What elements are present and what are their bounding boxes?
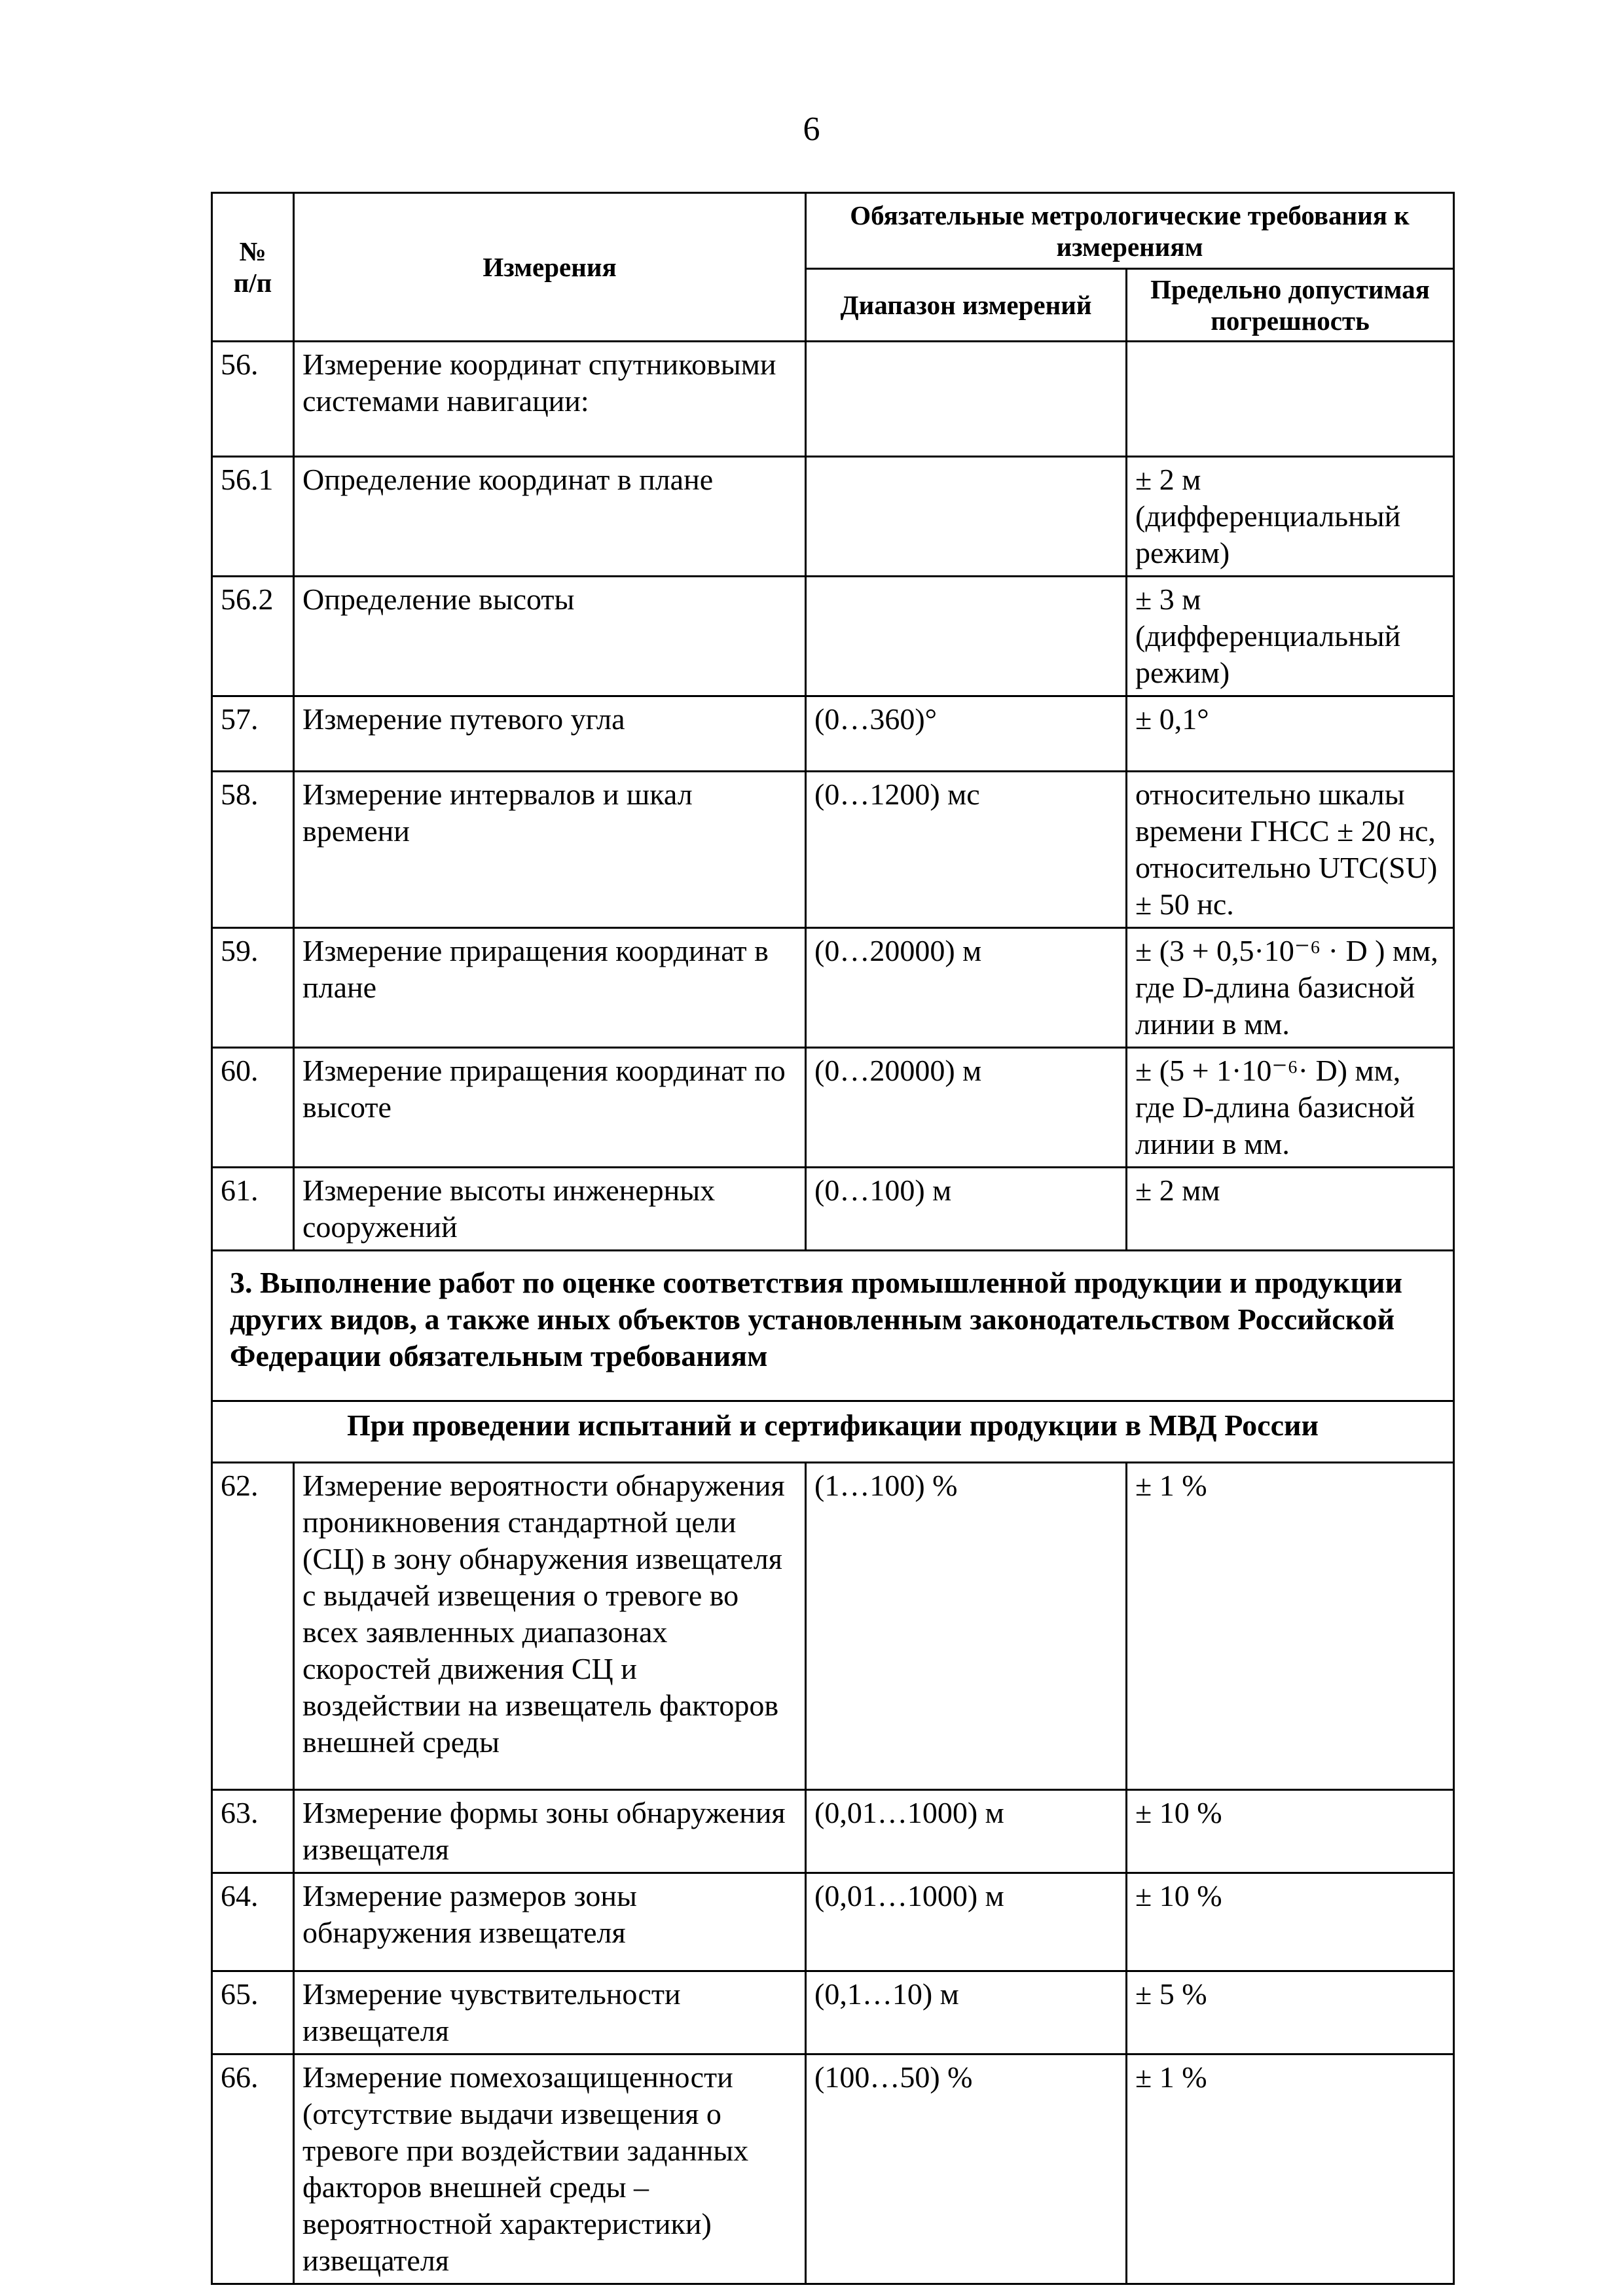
table-row (212, 772, 1454, 928)
range-cell: (0…20000) м (806, 928, 1127, 1048)
row-number: 59. (212, 928, 294, 1048)
error-cell: ± (5 + 1·10⁻⁶· D) мм, где D-длина базисной линии в мм. (1127, 1048, 1454, 1168)
error-cell: относительно шкалы времени ГНСС ± 20 нс, относительно UTC(SU) ± 50 нс. (1127, 772, 1454, 928)
requirements-table (211, 192, 1455, 2285)
range-cell: (100…50) % (806, 2054, 1127, 2284)
error-cell: ± 3 м (дифференциальный режим) (1127, 577, 1454, 696)
table-row (212, 696, 1454, 772)
error-cell: ± 1 % (1127, 1463, 1454, 1790)
header-range: Диапазон измерений (806, 269, 1127, 342)
row-number: 56.1 (212, 457, 294, 577)
error-cell: ± 1 % (1127, 2054, 1454, 2284)
table-row (212, 577, 1454, 696)
measurement-cell: Измерение интервалов и шкал времени (294, 772, 806, 928)
table-row (212, 2054, 1454, 2284)
measurement-cell: Измерение помехозащищенности (отсутствие выдачи извещения о тревоге при воздействии заданных факторов внешней среды – вероятностной характеристики) извещателя (294, 2054, 806, 2284)
range-cell: (0…360)° (806, 696, 1127, 772)
subsection-title: При проведении испытаний и сертификации продукции в МВД России (212, 1401, 1454, 1463)
measurement-cell: Измерение чувствительности извещателя (294, 1971, 806, 2054)
measurement-cell: Измерение путевого угла (294, 696, 806, 772)
table-row (212, 1790, 1454, 1873)
measurement-cell: Измерение координат спутниковыми системами навигации: (294, 342, 806, 457)
row-number: 63. (212, 1790, 294, 1873)
measurement-cell: Определение высоты (294, 577, 806, 696)
range-cell: (0…20000) м (806, 1048, 1127, 1168)
row-number: 56.2 (212, 577, 294, 696)
page-number: 6 (803, 111, 820, 148)
measurement-cell: Определение координат в плане (294, 457, 806, 577)
row-number: 61. (212, 1168, 294, 1251)
table-row (212, 928, 1454, 1048)
measurement-cell: Измерение размеров зоны обнаружения извещателя (294, 1873, 806, 1971)
header-num: № п/п (212, 193, 294, 342)
table-row (212, 1048, 1454, 1168)
row-number: 64. (212, 1873, 294, 1971)
row-number: 56. (212, 342, 294, 457)
range-cell (806, 342, 1127, 457)
error-cell: ± 2 мм (1127, 1168, 1454, 1251)
row-number: 65. (212, 1971, 294, 2054)
row-number: 60. (212, 1048, 294, 1168)
section-title: 3. Выполнение работ по оценке соответствия промышленной продукции и продукции других видов, а также иных объектов установленным законодательством Российской Федерации обязательным требованиям (212, 1251, 1454, 1401)
header-measurement: Измерения (294, 193, 806, 342)
table-row (212, 1873, 1454, 1971)
measurement-cell: Измерение вероятности обнаружения проникновения стандартной цели (СЦ) в зону обнаружения извещателя с выдачей извещения о тревоге во всех заявленных диапазонах скоростей движения СЦ и воздействии на извещатель факторов внешней среды (294, 1463, 806, 1790)
error-cell: ± (3 + 0,5·10⁻⁶ · D ) мм, где D-длина базисной линии в мм. (1127, 928, 1454, 1048)
range-cell: (1…100) % (806, 1463, 1127, 1790)
range-cell (806, 457, 1127, 577)
row-number: 66. (212, 2054, 294, 2284)
table-row (212, 1463, 1454, 1790)
error-cell: ± 10 % (1127, 1873, 1454, 1971)
range-cell: (0,01…1000) м (806, 1873, 1127, 1971)
header-requirements: Обязательные метрологические требования к измерениям (806, 193, 1454, 269)
range-cell: (0,1…10) м (806, 1971, 1127, 2054)
measurement-cell: Измерение формы зоны обнаружения извещателя (294, 1790, 806, 1873)
measurement-cell: Измерение высоты инженерных сооружений (294, 1168, 806, 1251)
range-cell (806, 577, 1127, 696)
error-cell (1127, 342, 1454, 457)
error-cell: ± 0,1° (1127, 696, 1454, 772)
error-cell: ± 5 % (1127, 1971, 1454, 2054)
error-cell: ± 2 м (дифференциальный режим) (1127, 457, 1454, 577)
row-number: 62. (212, 1463, 294, 1790)
row-number: 57. (212, 696, 294, 772)
header-error: Предельно допустимая погрешность (1127, 269, 1454, 342)
table-row (212, 1971, 1454, 2054)
measurement-cell: Измерение приращения координат в плане (294, 928, 806, 1048)
error-cell: ± 10 % (1127, 1790, 1454, 1873)
measurement-cell: Измерение приращения координат по высоте (294, 1048, 806, 1168)
table-row (212, 457, 1454, 577)
range-cell: (0…100) м (806, 1168, 1127, 1251)
table-row (212, 1168, 1454, 1251)
range-cell: (0…1200) мс (806, 772, 1127, 928)
range-cell: (0,01…1000) м (806, 1790, 1127, 1873)
row-number: 58. (212, 772, 294, 928)
table-row (212, 342, 1454, 457)
